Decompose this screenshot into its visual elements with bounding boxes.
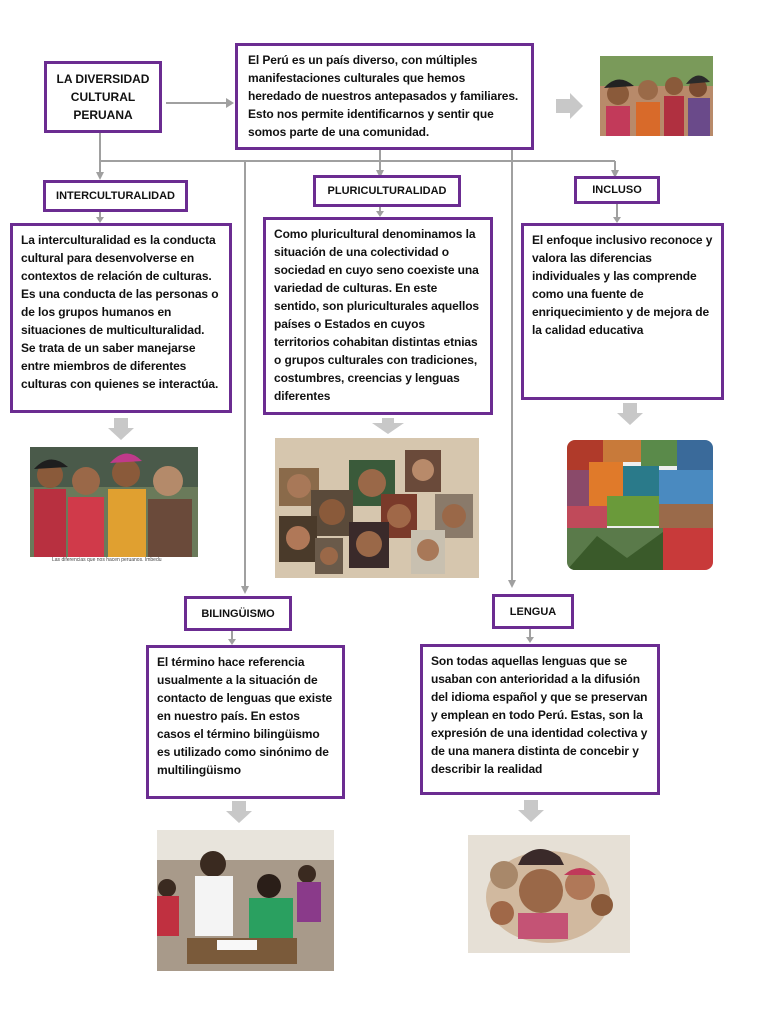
pluriculturalidad-text: Como pluricultural denominamos la situación de una colectividad o sociedad en cuyo seno coexiste una variedad de culturas. En este sentido, son pluriculturales aquellos países o Estados en cuyos territorios cohabitan distintas etnias o grupos culturales con tradiciones, costumbres, creencias y lenguas diferentes <box>274 227 480 403</box>
arrow-down-icon <box>518 800 544 822</box>
pluriculturalidad-text-box <box>263 217 493 415</box>
arrow-down-icon <box>226 801 252 823</box>
lengua-label: LENGUA <box>509 605 557 618</box>
arrow-down-icon <box>617 403 643 425</box>
pluriculturalidad-label-box <box>313 175 461 207</box>
title-box <box>44 61 162 133</box>
lengua-text-box <box>420 644 660 795</box>
interculturalidad-text-box <box>10 223 232 413</box>
arrow-right-icon <box>556 93 584 119</box>
bilinguismo-label: BILINGÜISMO <box>201 607 275 620</box>
bilinguismo-text-box <box>146 645 345 799</box>
incluso-label: INCLUSO <box>592 184 642 196</box>
incluso-text-box <box>521 223 724 400</box>
photo-peruvian-children <box>600 56 713 136</box>
photo-faces-art <box>468 835 630 953</box>
bilinguismo-text: El término hace referencia usualmente a la situación de contacto de lenguas que existe en nuestro país. En estos casos el término bilingüismo es utilizado como sinónimo de multilingüismo <box>157 655 333 777</box>
incluso-label-box <box>574 176 660 204</box>
photo-classroom <box>157 830 334 971</box>
photo-caption: Las diferencias que nos hacen peruanos. Imbedu <box>52 557 162 563</box>
photo-faces-collage <box>275 438 479 578</box>
intro-box <box>235 43 534 150</box>
incluso-text: El enfoque inclusivo reconoce y valora las diferencias individuales y las comprende como una fuente de enriquecimiento y de mejora de la calidad educativa <box>532 233 713 337</box>
intro-text: El Perú es un país diverso, con múltiples manifestaciones culturales que hemos heredado de nuestros antepasados y familiares. Esto nos permite identificarnos y sentir que somos parte de una comunidad. <box>248 53 519 139</box>
lengua-label-box <box>492 594 574 629</box>
bilinguismo-label-box <box>184 596 292 631</box>
arrow-down-icon <box>108 418 134 440</box>
title-text: LA DIVERSIDAD CULTURAL PERUANA <box>56 72 150 122</box>
arrow-down-icon <box>372 418 404 434</box>
interculturalidad-text: La interculturalidad es la conducta cultural para desenvolverse en contextos de relación de culturas. Es una conducta de las personas o de los grupos humanos en situaciones de multiculturalidad. Se trata de un saber manejarse entre miembros de diferentes culturas con quienes se interactúa. <box>21 233 219 391</box>
lengua-text: Son todas aquellas lenguas que se usaban con anterioridad a la difusión del idioma español y que se preservan y emplean en todo Perú. Estas, son la expresión de una identidad colectiva y de una manera distinta de concebir y describir la realidad <box>431 654 648 776</box>
interculturalidad-label-box <box>43 180 188 212</box>
photo-peru-collage <box>567 440 713 570</box>
interculturalidad-label: INTERCULTURALIDAD <box>56 190 175 202</box>
photo-children-group <box>30 447 198 557</box>
pluriculturalidad-label: PLURICULTURALIDAD <box>327 185 447 197</box>
